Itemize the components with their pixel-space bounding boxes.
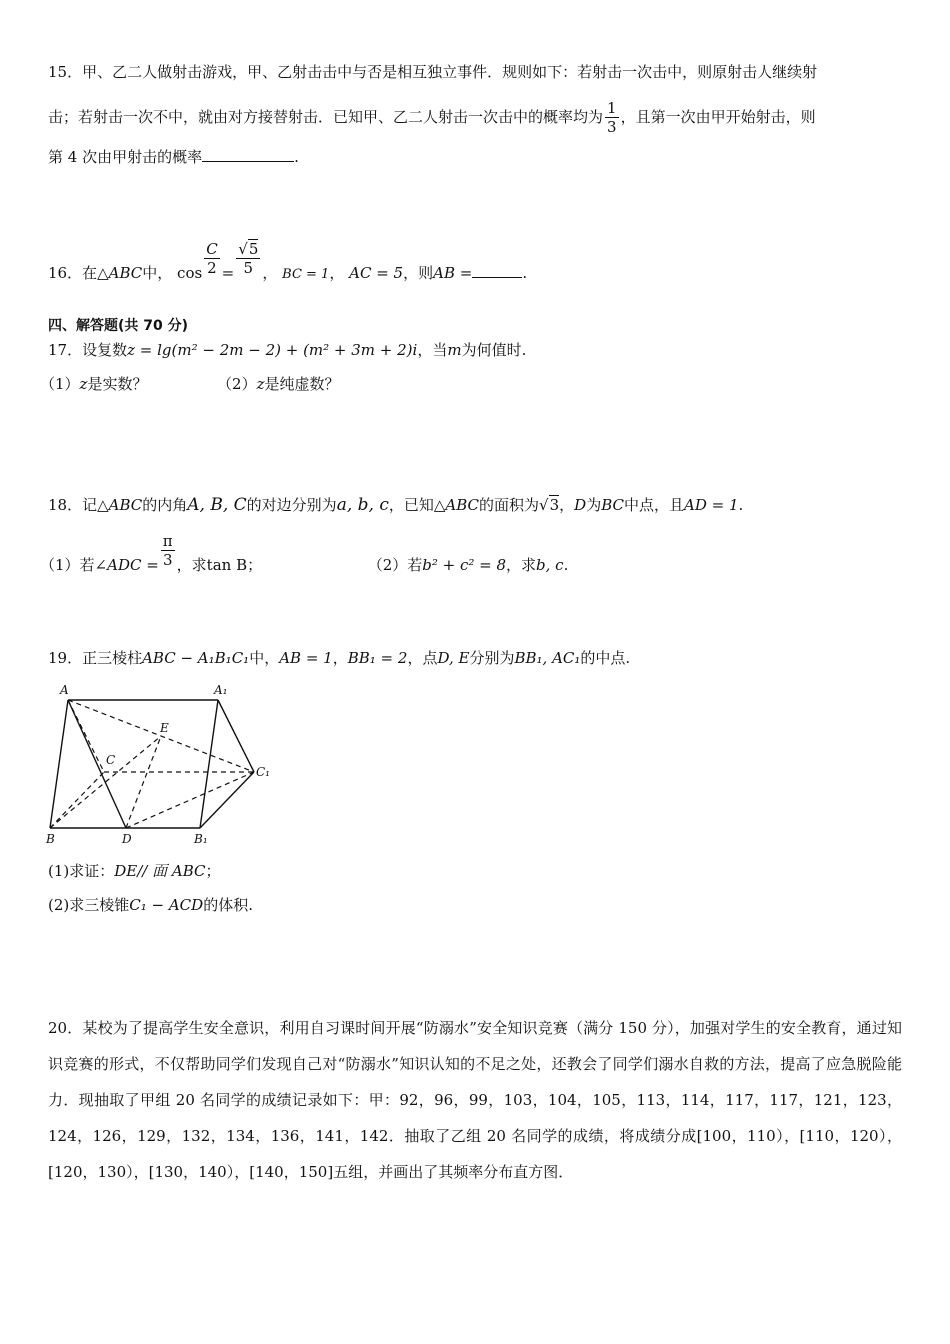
label-d: D (122, 832, 132, 846)
label-b: B (46, 832, 55, 846)
edge-a-b (50, 700, 68, 828)
q16-cos-fraction: $\frac{C}{2}$ (206, 240, 218, 277)
label-b1: B₁ (194, 832, 208, 846)
edge-b1-c1 (200, 772, 254, 828)
q19-line: 19．正三棱柱ABC − A₁B₁C₁中，AB = 1，BB₁ = 2，点D, E分别为BB₁, AC₁的中点. (48, 649, 631, 667)
q18-line: 18．记△ABC的内角A, B, C的对边分别为a, b, c，已知△ABC的面积为√3，D为BC中点，且AD = 1. (48, 495, 744, 515)
q15-line2: 击；若射击一次不中，就由对方接替射击．已知甲、乙二人射击一次击中的概率均为 $\frac{1}{3}$ ，且第一次由甲开始射击，则 (48, 99, 816, 136)
q19-part1: (1)求证：DE// 面 ABC； (48, 862, 221, 880)
label-a: A (60, 683, 69, 697)
q15-line3: 第 4 次由甲射击的概率 . (48, 148, 299, 166)
q19-part2: (2)求三棱锥C₁ − ACD的体积. (48, 896, 253, 914)
edge-b-e (50, 736, 161, 828)
edge-a1-b1 (200, 700, 218, 828)
edge-a-c (68, 700, 104, 772)
q16-line: 16．在△ABC中， cos $\frac{C}{2}$ = $\frac{√5}{5}$ ， BC = 1， AC = 5，则AB = . (48, 240, 528, 282)
q17-parts: （1）z是实数？ （2）z是纯虚数？ (40, 375, 340, 393)
q15-answer-blank[interactable] (202, 161, 294, 162)
edge-b-c (50, 772, 104, 828)
label-e: E (160, 721, 169, 735)
label-c: C (106, 753, 116, 767)
prism-figure (44, 680, 284, 850)
edge-a-d (68, 700, 126, 828)
q15-line1: 15．甲、乙二人做射击游戏，甲、乙射击击中与否是相互独立事件．规则如下：若射击一次击中，则原射击人继续射 (48, 63, 818, 81)
label-c1: C₁ (256, 765, 270, 779)
section-heading: 四、解答题(共 70 分) (48, 318, 189, 334)
q18-pi-fraction: $\frac{\pi}{3}$ (162, 532, 173, 569)
q16-sqrt-fraction: $\frac{√5}{5}$ (238, 240, 259, 277)
q20-paragraph: 20．某校为了提高学生安全意识，利用自习课时间开展“防溺水”安全知识竞赛（满分 150 分），加强对学生的安全教育，通过知识竞赛的形式，不仅帮助同学们发现自己对“防溺水”知识认知的不足之处，还教会了同学们溺水自救的方法，提高了应急脱险能力．现抽取了甲组 20 名同学的成绩记录如下：甲：92，96，99，103，104，105，113，114，117，117，121，123，124，126，129，132，134，136，141，142．抽取了乙组 20 名同学的成绩，将成绩分成[100，110），[110，120），[120，130），[130，140），[140，150]五组，并画出了其频率分布直方图． (48, 1019, 902, 1181)
q16-answer-blank[interactable] (472, 277, 522, 278)
q15-fraction: $\frac{1}{3}$ (607, 99, 617, 136)
edge-a1-c1 (218, 700, 254, 772)
label-a1: A₁ (214, 683, 228, 697)
q17-line: 17．设复数z = lg(m² − 2m − 2) + (m² + 3m + 2)i，当m为何值时. (48, 341, 527, 359)
edge-d-c1 (126, 772, 254, 828)
q18-parts: （1）若∠ADC = $\frac{\pi}{3}$ ，求tan B； （2）若b² + c² = 8，求b, c. (40, 532, 569, 574)
